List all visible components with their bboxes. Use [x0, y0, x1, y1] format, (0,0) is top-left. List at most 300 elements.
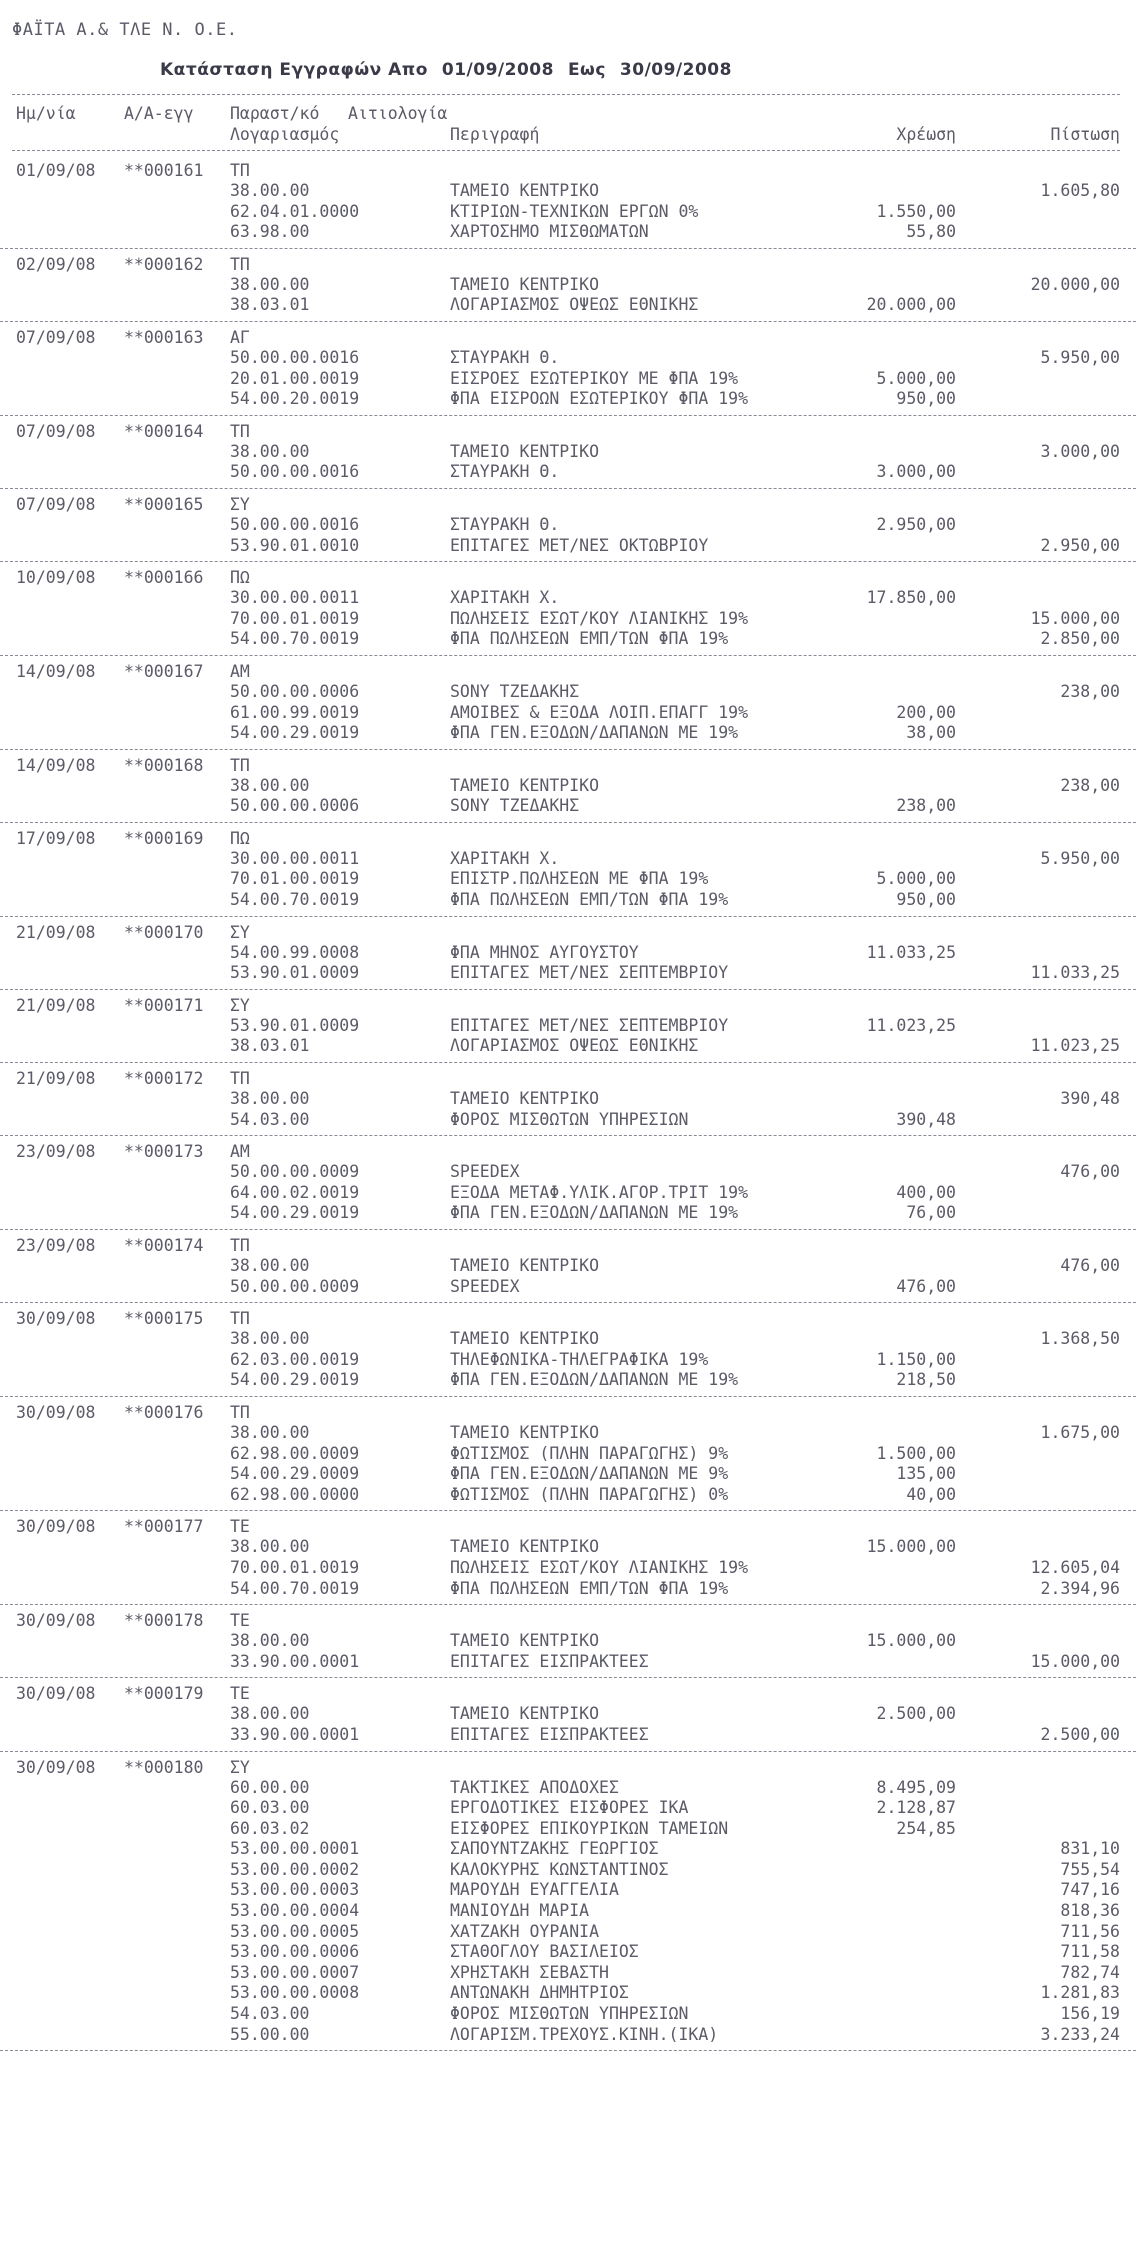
- entry-line: [0, 1558, 1136, 1579]
- credit-amount: 15.000,00: [1030, 1651, 1120, 1671]
- line-description: ΕΙΣΦΟΡΕΣ ΕΠΙΚΟΥΡΙΚΩΝ ΤΑΜΕΙΩΝ: [450, 1818, 729, 1838]
- title-label: Κατάσταση Εγγραφών Απο: [160, 60, 428, 80]
- debit-amount: 476,00: [896, 1276, 956, 1296]
- entry-number: **000172: [124, 1069, 204, 1089]
- line-description: ΦΟΡΟΣ ΜΙΣΘΩΤΩΝ ΥΠΗΡΕΣΙΩΝ: [450, 1109, 689, 1129]
- account-code: 38.00.00: [230, 775, 310, 795]
- entry-line: [0, 1350, 1136, 1371]
- entry-header: [0, 1611, 1136, 1631]
- account-code: 54.00.70.0019: [230, 629, 360, 649]
- entry-line: [0, 1963, 1136, 1984]
- line-description: ΚΑΛΟΚΥΡΗΣ ΚΩΝΣΤΑΝΤΙΝΟΣ: [450, 1859, 669, 1879]
- account-code: 53.90.01.0009: [230, 1015, 360, 1035]
- account-code: 54.00.29.0009: [230, 1464, 360, 1484]
- entry-line: [0, 869, 1136, 890]
- debit-amount: 3.000,00: [876, 462, 956, 482]
- entry-line: [0, 202, 1136, 223]
- credit-amount: 747,16: [1060, 1880, 1120, 1900]
- entry-line: [0, 723, 1136, 744]
- account-code: 54.03.00: [230, 1109, 310, 1129]
- entry-line: [0, 1464, 1136, 1485]
- line-description: ΤΑΜΕΙΟ ΚΕΝΤΡΙΚΟ: [450, 441, 600, 461]
- credit-amount: 3.233,24: [1040, 2024, 1120, 2044]
- header-account: Λογαριασμός: [230, 125, 340, 144]
- account-code: 30.00.00.0011: [230, 848, 360, 868]
- entry-header: [0, 1309, 1136, 1329]
- line-description: ΣΤΑΥΡΑΚΗ Θ.: [450, 514, 560, 534]
- entry-line: [0, 1725, 1136, 1746]
- credit-amount: 1.675,00: [1040, 1422, 1120, 1442]
- entry-number: **000174: [124, 1236, 204, 1255]
- credit-amount: 2.500,00: [1040, 1724, 1120, 1744]
- line-description: ΧΑΤΖΑΚΗ ΟΥΡΑΝΙΑ: [450, 1921, 600, 1941]
- account-code: 50.00.00.0016: [230, 462, 360, 482]
- account-code: 60.03.02: [230, 1818, 310, 1838]
- entry-document-type: ΤΠ: [230, 161, 250, 180]
- entry-line: [0, 1704, 1136, 1725]
- debit-amount: 2.950,00: [876, 514, 956, 534]
- entry-line: [0, 1423, 1136, 1444]
- credit-amount: 2.950,00: [1040, 535, 1120, 555]
- debit-amount: 2.128,87: [876, 1798, 956, 1818]
- journal-entry: [0, 1063, 1136, 1136]
- debit-amount: 950,00: [896, 890, 956, 910]
- entry-date: 30/09/08: [16, 1611, 96, 1631]
- line-description: ΕΠΙΤΑΓΕΣ ΕΙΣΠΡΑΚΤΕΕΣ: [450, 1651, 649, 1671]
- entry-document-type: ΑΜ: [230, 661, 250, 681]
- entry-header: [0, 1403, 1136, 1423]
- divider: [12, 150, 1120, 151]
- account-code: 62.04.01.0000: [230, 201, 360, 221]
- entry-line: [0, 1860, 1136, 1881]
- credit-amount: 156,19: [1060, 2004, 1120, 2024]
- entry-document-type: ΑΓ: [230, 327, 250, 347]
- entry-number: **000176: [124, 1402, 204, 1422]
- credit-amount: 818,36: [1060, 1901, 1120, 1921]
- line-description: ΧΑΡΤΟΣΗΜΟ ΜΙΣΘΩΜΑΤΩΝ: [450, 222, 649, 242]
- entry-number: **000165: [124, 494, 204, 514]
- entry-date: 30/09/08: [16, 1517, 96, 1537]
- account-code: 54.00.29.0019: [230, 723, 360, 743]
- credit-amount: 12.605,04: [1030, 1557, 1120, 1577]
- journal-entry: [0, 155, 1136, 249]
- account-code: 50.00.00.0006: [230, 796, 360, 816]
- entry-line: [0, 1942, 1136, 1963]
- account-code: 50.00.00.0006: [230, 681, 360, 701]
- credit-amount: 831,10: [1060, 1839, 1120, 1859]
- entry-line: [0, 849, 1136, 870]
- debit-amount: 950,00: [896, 389, 956, 409]
- entry-number: **000164: [124, 421, 204, 441]
- entry-number: **000173: [124, 1142, 204, 1162]
- account-code: 38.00.00: [230, 441, 310, 461]
- entry-line: [0, 442, 1136, 463]
- line-description: ΦΠΑ ΜΗΝΟΣ ΑΥΓΟΥΣΤΟΥ: [450, 942, 639, 962]
- journal-entry: [0, 1511, 1136, 1605]
- entry-line: [0, 1983, 1136, 2004]
- account-code: 53.90.01.0009: [230, 963, 360, 983]
- company-name: ΦΑΪΤΑ Α.& ΤΛΕ Ν. Ο.Ε.: [12, 20, 238, 40]
- entry-line: [0, 1277, 1136, 1298]
- account-code: 62.98.00.0009: [230, 1443, 360, 1463]
- credit-amount: 2.394,96: [1040, 1578, 1120, 1598]
- line-description: ΣΤΑΥΡΑΚΗ Θ.: [450, 347, 560, 367]
- entry-date: 30/09/08: [16, 1757, 96, 1777]
- entry-line: [0, 1370, 1136, 1391]
- entry-line: [0, 1922, 1136, 1943]
- account-code: 38.00.00: [230, 1631, 310, 1651]
- debit-amount: 5.000,00: [876, 368, 956, 388]
- account-code: 50.00.00.0009: [230, 1276, 360, 1296]
- divider: [12, 94, 1120, 95]
- line-description: ΧΡΗΣΤΑΚΗ ΣΕΒΑΣΤΗ: [450, 1962, 609, 1982]
- entry-header: [0, 1069, 1136, 1089]
- line-description: ΕΠΙΤΑΓΕΣ ΜΕΤ/ΝΕΣ ΣΕΠΤΕΜΒΡΙΟΥ: [450, 1015, 729, 1035]
- journal-entry: [0, 1303, 1136, 1397]
- entry-document-type: ΤΠ: [230, 1236, 250, 1255]
- account-code: 61.00.99.0019: [230, 702, 360, 722]
- entry-line: [0, 776, 1136, 797]
- entry-document-type: ΠΩ: [230, 828, 250, 848]
- line-description: ΦΠΑ ΓΕΝ.ΕΞΟΔΩΝ/ΔΑΠΑΝΩΝ ΜΕ 19%: [450, 723, 739, 743]
- debit-amount: 76,00: [906, 1203, 956, 1223]
- entry-number: **000180: [124, 1757, 204, 1777]
- entry-document-type: ΤΠ: [230, 755, 250, 775]
- entry-header: [0, 829, 1136, 849]
- entry-line: [0, 1162, 1136, 1183]
- debit-amount: 238,00: [896, 796, 956, 816]
- entry-document-type: ΤΠ: [230, 421, 250, 441]
- header-document: Παραστ/κό: [230, 104, 320, 123]
- line-description: SPEEDEX: [450, 1276, 520, 1296]
- entry-date: 30/09/08: [16, 1684, 96, 1704]
- line-description: ΦΠΑ ΓΕΝ.ΕΞΟΔΩΝ/ΔΑΠΑΝΩΝ ΜΕ 9%: [450, 1464, 729, 1484]
- entry-number: **000167: [124, 661, 204, 681]
- credit-amount: 476,00: [1060, 1256, 1120, 1275]
- line-description: ΕΞΟΔΑ ΜΕΤΑΦ.ΥΛΙΚ.ΑΓΟΡ.ΤΡΙΤ 19%: [450, 1182, 749, 1202]
- line-description: ΠΩΛΗΣΕΙΣ ΕΣΩΤ/ΚΟΥ ΛΙΑΝΙΚΗΣ 19%: [450, 1557, 749, 1577]
- entry-document-type: ΤΠ: [230, 1069, 250, 1089]
- entry-header: [0, 328, 1136, 348]
- entry-header: [0, 1684, 1136, 1704]
- entry-number: **000170: [124, 922, 204, 942]
- line-description: ΤΑΜΕΙΟ ΚΕΝΤΡΙΚΟ: [450, 181, 600, 200]
- header-date: Ημ/νία: [16, 104, 76, 123]
- journal-entry: [0, 1397, 1136, 1511]
- entry-date: 30/09/08: [16, 1402, 96, 1422]
- entry-document-type: ΤΕ: [230, 1611, 250, 1631]
- account-code: 33.90.00.0001: [230, 1724, 360, 1744]
- line-description: ΑΝΤΩΝΑΚΗ ΔΗΜΗΤΡΙΟΣ: [450, 1983, 629, 2003]
- line-description: ΕΠΙΤΑΓΕΣ ΜΕΤ/ΝΕΣ ΣΕΠΤΕΜΒΡΙΟΥ: [450, 963, 729, 983]
- entry-line: [0, 1798, 1136, 1819]
- credit-amount: 238,00: [1060, 775, 1120, 795]
- entry-line: [0, 1329, 1136, 1350]
- entry-line: [0, 2025, 1136, 2046]
- line-description: ΕΠΙΣΤΡ.ΠΩΛΗΣΕΩΝ ΜΕ ΦΠΑ 19%: [450, 869, 709, 889]
- debit-amount: 2.500,00: [876, 1704, 956, 1724]
- account-code: 54.00.29.0019: [230, 1203, 360, 1223]
- entry-line: [0, 682, 1136, 703]
- journal-entry: [0, 1136, 1136, 1230]
- entry-line: [0, 1110, 1136, 1131]
- line-description: ΦΠΑ ΓΕΝ.ΕΞΟΔΩΝ/ΔΑΠΑΝΩΝ ΜΕ 19%: [450, 1370, 739, 1390]
- title-to-label: Εως: [567, 60, 606, 80]
- title-to-date: 30/09/2008: [619, 60, 732, 80]
- line-description: ΜΑΝΙΟΥΔΗ ΜΑΡΙΑ: [450, 1901, 590, 1921]
- entry-document-type: ΠΩ: [230, 568, 250, 588]
- debit-amount: 5.000,00: [876, 869, 956, 889]
- line-description: SONY ΤΖΕΔΑΚΗΣ: [450, 796, 580, 816]
- entry-header: [0, 255, 1136, 275]
- account-code: 70.00.01.0019: [230, 608, 360, 628]
- entry-document-type: ΣΥ: [230, 922, 250, 942]
- account-code: 53.00.00.0007: [230, 1962, 360, 1982]
- entry-line: [0, 2004, 1136, 2025]
- account-code: 62.98.00.0000: [230, 1484, 360, 1504]
- line-description: ΤΑΚΤΙΚΕΣ ΑΠΟΔΟΧΕΣ: [450, 1777, 619, 1797]
- account-code: 70.00.01.0019: [230, 1557, 360, 1577]
- entry-line: [0, 536, 1136, 557]
- entry-line: [0, 1901, 1136, 1922]
- entry-line: [0, 389, 1136, 410]
- entry-date: 07/09/08: [16, 421, 96, 441]
- journal-entry: [0, 1605, 1136, 1678]
- entry-number: **000171: [124, 995, 204, 1015]
- line-description: ΦΠΑ ΠΩΛΗΣΕΩΝ ΕΜΠ/ΤΩΝ ΦΠΑ 19%: [450, 629, 729, 649]
- entry-document-type: ΣΥ: [230, 995, 250, 1015]
- credit-amount: 711,58: [1060, 1942, 1120, 1962]
- account-code: 54.00.70.0019: [230, 890, 360, 910]
- entry-line: [0, 1819, 1136, 1840]
- credit-amount: 755,54: [1060, 1859, 1120, 1879]
- credit-amount: 390,48: [1060, 1089, 1120, 1109]
- entry-number: **000166: [124, 568, 204, 588]
- debit-amount: 11.033,25: [866, 942, 956, 962]
- account-code: 54.00.99.0008: [230, 942, 360, 962]
- line-description: ΦΩΤΙΣΜΟΣ (ΠΛΗΝ ΠΑΡΑΓΩΓΗΣ) 9%: [450, 1443, 729, 1463]
- line-description: ΤΑΜΕΙΟ ΚΕΝΤΡΙΚΟ: [450, 274, 600, 294]
- debit-amount: 1.550,00: [876, 201, 956, 221]
- debit-amount: 1.150,00: [876, 1349, 956, 1369]
- title-from-date: 01/09/2008: [441, 60, 554, 80]
- line-description: ΦΠΑ ΠΩΛΗΣΕΩΝ ΕΜΠ/ΤΩΝ ΦΠΑ 19%: [450, 1578, 729, 1598]
- entry-header: [0, 422, 1136, 442]
- line-description: SONY ΤΖΕΔΑΚΗΣ: [450, 681, 580, 701]
- debit-amount: 390,48: [896, 1109, 956, 1129]
- entry-date: 17/09/08: [16, 828, 96, 848]
- entry-line: [0, 1537, 1136, 1558]
- entry-line: [0, 796, 1136, 817]
- entry-document-type: ΤΕ: [230, 1517, 250, 1537]
- entry-date: 23/09/08: [16, 1236, 96, 1255]
- entry-date: 07/09/08: [16, 327, 96, 347]
- account-code: 64.00.02.0019: [230, 1182, 360, 1202]
- account-code: 70.01.00.0019: [230, 869, 360, 889]
- account-code: 53.00.00.0006: [230, 1942, 360, 1962]
- account-code: 38.00.00: [230, 1089, 310, 1109]
- entry-line: [0, 275, 1136, 296]
- account-code: 38.03.01: [230, 295, 310, 315]
- line-description: ΠΩΛΗΣΕΙΣ ΕΣΩΤ/ΚΟΥ ΛΙΑΝΙΚΗΣ 19%: [450, 608, 749, 628]
- entry-date: 14/09/08: [16, 755, 96, 775]
- entry-date: 21/09/08: [16, 1069, 96, 1089]
- entry-line: [0, 1652, 1136, 1673]
- entry-line: [0, 1203, 1136, 1224]
- entry-line: [0, 588, 1136, 609]
- entry-number: **000162: [124, 254, 204, 274]
- credit-amount: 20.000,00: [1030, 274, 1120, 294]
- account-code: 50.00.00.0016: [230, 514, 360, 534]
- debit-amount: 254,85: [896, 1818, 956, 1838]
- account-code: 53.00.00.0008: [230, 1983, 360, 2003]
- line-description: ΑΜΟΙΒΕΣ & ΕΞΟΔΑ ΛΟΙΠ.ΕΠΑΓΓ 19%: [450, 702, 749, 722]
- debit-amount: 15.000,00: [866, 1631, 956, 1651]
- entry-header: [0, 568, 1136, 588]
- entry-header: [0, 1758, 1136, 1778]
- line-description: ΤΑΜΕΙΟ ΚΕΝΤΡΙΚΟ: [450, 1329, 600, 1349]
- account-code: 60.03.00: [230, 1798, 310, 1818]
- entry-document-type: ΤΠ: [230, 254, 250, 274]
- entry-line: [0, 963, 1136, 984]
- entry-date: 30/09/08: [16, 1309, 96, 1329]
- line-description: ΦΠΑ ΕΙΣΡΟΩΝ ΕΣΩΤΕΡΙΚΟΥ ΦΠΑ 19%: [450, 389, 749, 409]
- entry-line: [0, 1839, 1136, 1860]
- account-code: 38.00.00: [230, 1329, 310, 1349]
- line-description: ΤΑΜΕΙΟ ΚΕΝΤΡΙΚΟ: [450, 775, 600, 795]
- entry-line: [0, 515, 1136, 536]
- account-code: 53.00.00.0005: [230, 1921, 360, 1941]
- entry-header: [0, 1236, 1136, 1256]
- header-description: Περιγραφή: [450, 125, 540, 144]
- account-code: 50.00.00.0009: [230, 1162, 360, 1182]
- entry-line: [0, 1778, 1136, 1799]
- entry-line: [0, 609, 1136, 630]
- line-description: SPEEDEX: [450, 1162, 520, 1182]
- debit-amount: 218,50: [896, 1370, 956, 1390]
- line-description: ΕΙΣΡΟΕΣ ΕΣΩΤΕΡΙΚΟΥ ΜΕ ΦΠΑ 19%: [450, 368, 739, 388]
- line-description: ΤΑΜΕΙΟ ΚΕΝΤΡΙΚΟ: [450, 1089, 600, 1109]
- entry-line: [0, 1183, 1136, 1204]
- entry-header: [0, 662, 1136, 682]
- debit-amount: 55,80: [906, 222, 956, 242]
- entry-date: 07/09/08: [16, 494, 96, 514]
- entry-number: **000177: [124, 1517, 204, 1537]
- journal-entry: [0, 656, 1136, 750]
- line-description: ΦΠΑ ΓΕΝ.ΕΞΟΔΩΝ/ΔΑΠΑΝΩΝ ΜΕ 19%: [450, 1203, 739, 1223]
- account-code: 60.00.00: [230, 1777, 310, 1797]
- credit-amount: 1.281,83: [1040, 1983, 1120, 2003]
- line-description: ΧΑΡΙΤΑΚΗ Χ.: [450, 588, 560, 608]
- account-code: 38.00.00: [230, 1256, 310, 1275]
- journal-entry: [0, 1230, 1136, 1303]
- entry-header: [0, 756, 1136, 776]
- account-code: 20.01.00.0019: [230, 368, 360, 388]
- account-code: 53.00.00.0003: [230, 1880, 360, 1900]
- line-description: ΕΠΙΤΑΓΕΣ ΜΕΤ/ΝΕΣ ΟΚΤΩΒΡΙΟΥ: [450, 535, 709, 555]
- debit-amount: 20.000,00: [866, 295, 956, 315]
- journal-entry: [0, 750, 1136, 823]
- entry-date: 14/09/08: [16, 661, 96, 681]
- credit-amount: 476,00: [1060, 1162, 1120, 1182]
- credit-amount: 2.850,00: [1040, 629, 1120, 649]
- entry-line: [0, 1016, 1136, 1037]
- journal-entry: [0, 1678, 1136, 1751]
- entry-document-type: ΤΕ: [230, 1684, 250, 1704]
- entry-line: [0, 369, 1136, 390]
- entry-header: [0, 1517, 1136, 1537]
- journal-entry: [0, 562, 1136, 656]
- account-code: 38.00.00: [230, 1537, 310, 1557]
- entry-number: **000168: [124, 755, 204, 775]
- entry-header: [0, 1142, 1136, 1162]
- entry-document-type: ΤΠ: [230, 1309, 250, 1329]
- line-description: ΤΑΜΕΙΟ ΚΕΝΤΡΙΚΟ: [450, 1537, 600, 1557]
- credit-amount: 11.033,25: [1030, 963, 1120, 983]
- account-code: 38.03.01: [230, 1036, 310, 1056]
- debit-amount: 40,00: [906, 1484, 956, 1504]
- entry-line: [0, 1089, 1136, 1110]
- entry-date: 21/09/08: [16, 922, 96, 942]
- line-description: ΤΗΛΕΦΩΝΙΚΑ-ΤΗΛΕΓΡΑΦΙΚΑ 19%: [450, 1349, 709, 1369]
- journal-entry: [0, 249, 1136, 322]
- line-description: ΛΟΓΑΡΙΑΣΜΟΣ ΟΨΕΩΣ ΕΘΝΙΚΗΣ: [450, 295, 699, 315]
- account-code: 38.00.00: [230, 274, 310, 294]
- account-code: 33.90.00.0001: [230, 1651, 360, 1671]
- entry-date: 21/09/08: [16, 995, 96, 1015]
- credit-amount: 711,56: [1060, 1921, 1120, 1941]
- line-description: ΤΑΜΕΙΟ ΚΕΝΤΡΙΚΟ: [450, 1422, 600, 1442]
- line-description: ΧΑΡΙΤΑΚΗ Χ.: [450, 848, 560, 868]
- line-description: ΦΟΡΟΣ ΜΙΣΘΩΤΩΝ ΥΠΗΡΕΣΙΩΝ: [450, 2004, 689, 2024]
- credit-amount: 238,00: [1060, 681, 1120, 701]
- account-code: 30.00.00.0011: [230, 588, 360, 608]
- line-description: ΦΩΤΙΣΜΟΣ (ΠΛΗΝ ΠΑΡΑΓΩΓΗΣ) 0%: [450, 1484, 729, 1504]
- journal-entry: [0, 823, 1136, 917]
- account-code: 53.90.01.0010: [230, 535, 360, 555]
- debit-amount: 200,00: [896, 702, 956, 722]
- line-description: ΣΑΠΟΥΝΤΖΑΚΗΣ ΓΕΩΡΓΙΟΣ: [450, 1839, 659, 1859]
- entry-line: [0, 1036, 1136, 1057]
- entry-number: **000179: [124, 1684, 204, 1704]
- account-code: 38.00.00: [230, 181, 310, 200]
- header-credit: Πίστωση: [1050, 125, 1120, 144]
- line-description: ΣΤΑΥΡΑΚΗ Θ.: [450, 462, 560, 482]
- line-description: ΛΟΓΑΡΙΣΜ.ΤΡΕΧΟΥΣ.ΚΙΝΗ.(ΙΚΑ): [450, 2024, 719, 2044]
- entry-header: [0, 923, 1136, 943]
- entry-number: **000169: [124, 828, 204, 848]
- header-reason: Αιτιολογία: [348, 104, 448, 123]
- credit-amount: 5.950,00: [1040, 848, 1120, 868]
- account-code: 63.98.00: [230, 222, 310, 242]
- account-code: 54.00.20.0019: [230, 389, 360, 409]
- entry-line: [0, 1444, 1136, 1465]
- header-number: Α/Α-εγγ: [124, 104, 194, 123]
- debit-amount: 15.000,00: [866, 1537, 956, 1557]
- debit-amount: 17.850,00: [866, 588, 956, 608]
- journal-entry: [0, 990, 1136, 1063]
- debit-amount: 38,00: [906, 723, 956, 743]
- entry-document-type: ΣΥ: [230, 494, 250, 514]
- line-description: ΦΠΑ ΠΩΛΗΣΕΩΝ ΕΜΠ/ΤΩΝ ΦΠΑ 19%: [450, 890, 729, 910]
- credit-amount: 5.950,00: [1040, 347, 1120, 367]
- entry-date: 02/09/08: [16, 254, 96, 274]
- account-code: 53.00.00.0002: [230, 1859, 360, 1879]
- debit-amount: 135,00: [896, 1464, 956, 1484]
- entry-line: [0, 1485, 1136, 1506]
- account-code: 54.00.29.0019: [230, 1370, 360, 1390]
- entry-header: [0, 996, 1136, 1016]
